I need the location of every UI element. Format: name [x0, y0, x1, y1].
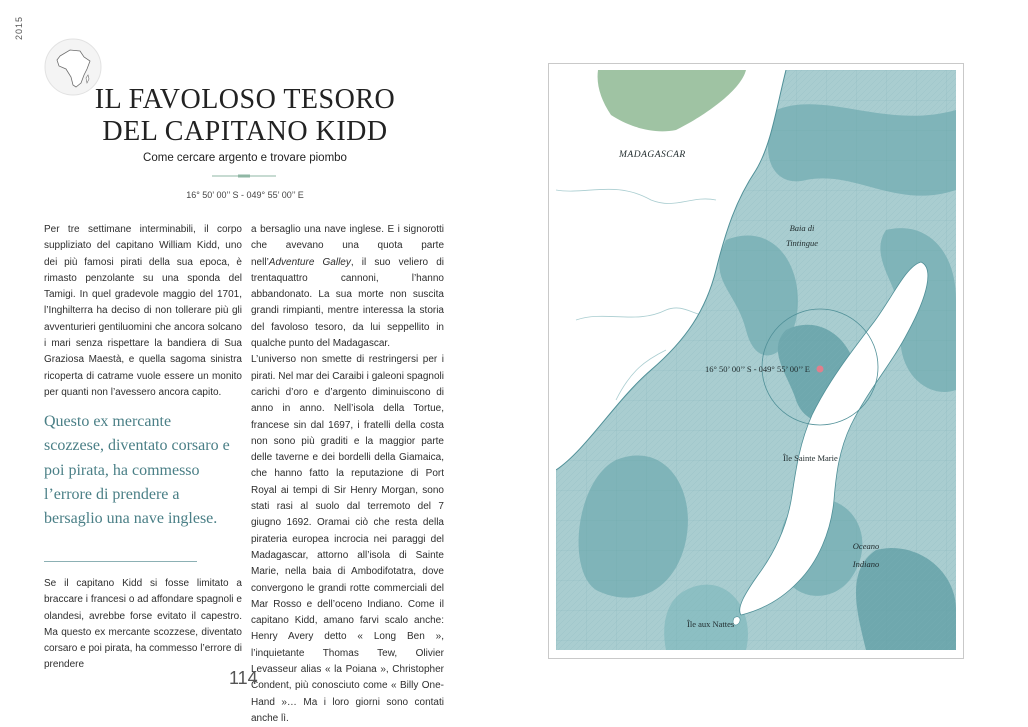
title-line-1: IL FAVOLOSO TESORO: [94, 84, 396, 115]
map-label-baia: Baia di Tintingue: [785, 223, 819, 248]
page-number: 114: [229, 668, 258, 688]
map-label-ile-sainte-marie: Île Sainte Marie: [783, 453, 838, 463]
sainte-marie-map: [556, 70, 956, 650]
location-marker: [817, 366, 824, 373]
article-paragraph-kidd: Se il capitano Kidd si fosse limitato a braccare i francesi o ad affondare spagnoli e olandesi, avrebbe forse evitato il capestro. Ma questo ex mercante scozzese, diventato corsaro e poi pirata, ha commesso l’errore di prendere: [44, 578, 242, 671]
pull-quote: Questo ex mercante scozzese, diventato corsaro e poi pirata, ha commesso l’errore di prendere a bersaglio una nave inglese.: [44, 413, 230, 528]
map-label-ile-aux-nattes: Île aux Nattes: [687, 619, 735, 629]
page-title: [60, 84, 430, 148]
col2-text-b: , il suo veliero di trentaquattro cannoni, l’hanno abbandonato. La sua morte non suscita grandi rimpianti, mentre interessa la storia del favoloso tesoro, da lui seppellito in qualche punto del Madagascar.: [251, 256, 444, 350]
subtitle: Come cercare argento e trovare piombo: [143, 152, 347, 164]
title-divider: [212, 172, 276, 180]
title-line-2: DEL CAPITANO KIDD: [102, 116, 388, 147]
map-label-oceano-indiano: Oceano Indiano: [852, 541, 880, 569]
header-coordinates: 16° 50’ 00’’ S - 049° 55’ 00’’ E: [186, 190, 304, 200]
col2-text-a: a bersaglio una nave inglese. E i signorotti che avevano una quota parte nell’: [251, 224, 444, 268]
article-paragraph-intro: Per tre settimane interminabili, il corpo suppliziato del capitano William Kidd, uno dei più famosi pirati della sua epoca, è rimasto penzolante su una sponda del Tamigi. In quel gradevole maggio del 1701, l’Inghilterra ha deciso di non tollerare più gli avventurieri gentiluomini che ancora solcano i mari senza rispettare la bandiera di Sua Graziosa Maestà, e quella sagoma sinistra ricoperta di catrame vuole essere un monito per quanti non l’avessero ancora capito.: [44, 224, 242, 398]
map-label-madagascar: MADAGASCAR: [619, 150, 686, 160]
col2-paragraph-2: L’universo non smette di restringersi per i pirati. Nel mar dei Caraibi i galeoni spagnoli carichi d’oro e d’argento diminuiscono di anno in anno. Nell’isola della Tortue, francese sin dal 1697, i fratelli della costa non sono più graditi e la maggior parte delle taverne e dei bordelli della Giamaica, che hanno fatto la reputazione di Port Royal ai tempi di Sir Henry Morgan, sono stati rasi al suolo dal terremoto del 7 giugno 1692. Oramai ciò che resta della pirateria europea incrocia nei paraggi del Madagascar, attorno all’isola di Sainte Marie, nella baia di Ambodifotatra, dove convergono le grandi rotte commerciali del Mar Rosso e dell’oceno Indiano. Come il capitano Kidd, amano farvi scalo anche: Henry Avery detto « Long Ben », l’inquietante Thomas Tew, Olivier Levasseur alias « la Poiana », Christopher Condent, più conosciuto come « Billy One-Hand »… Ma i loro giorni sono contati anche lì.: [251, 354, 444, 724]
pull-quote-rule: [44, 561, 197, 562]
year-label: 2015: [14, 15, 24, 40]
ship-name: Adventure Galley: [268, 256, 351, 268]
article-column-2: [251, 222, 444, 727]
map-label-coordinates: 16° 50’ 00’’ S - 049° 55’ 00’’ E: [705, 364, 810, 374]
